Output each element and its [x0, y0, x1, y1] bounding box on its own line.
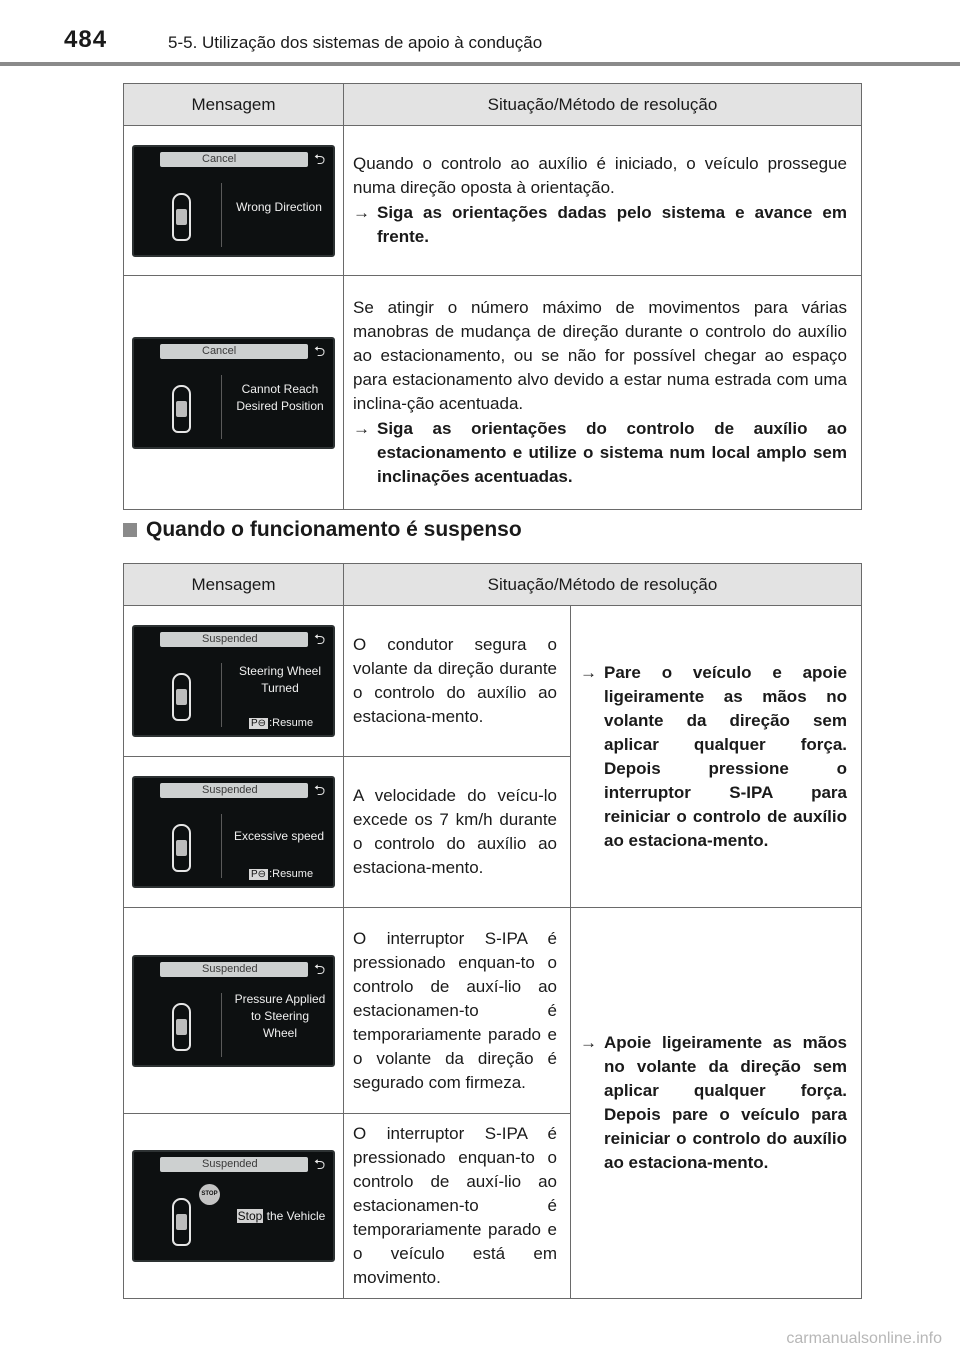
table-header-row [124, 564, 862, 606]
action-text: Pare o veículo e apoie ligeiramente as mãos no volante da direção sem aplicar qualquer força. Depois pressione o interruptor S-IPA para reiniciar o controlo de auxílio ao estaciona-mento. [604, 662, 847, 850]
condition-cell [344, 908, 571, 1114]
message-cell [124, 908, 344, 1114]
display-screenshot [132, 1150, 335, 1262]
resume-text: :Resume [269, 868, 314, 880]
back-arrow-icon: ⮌ [314, 342, 326, 359]
table-row [124, 126, 862, 276]
back-arrow-icon: ⮌ [314, 782, 326, 798]
screen-status-bar: Suspended [160, 632, 308, 647]
display-screenshot [132, 776, 335, 888]
condition-text: O condutor segura o volante da direção durante o controlo do auxílio ao estaciona-mento. [353, 635, 557, 726]
back-arrow-icon: ⮌ [314, 150, 326, 167]
screen-message: Wrong Direction [236, 199, 322, 214]
column-header-message: Mensagem [124, 564, 344, 606]
square-bullet-icon [123, 523, 137, 537]
action-item [572, 661, 860, 853]
section-heading [123, 518, 522, 542]
action-text: Siga as orientações do controlo de auxílio ao estacionamento e utilize o sistema num local amplo sem inclinações acentuadas. [377, 419, 847, 486]
car-icon [172, 824, 191, 872]
screen-divider [221, 663, 222, 727]
action-text: Siga as orientações dadas pelo sistema e avance em frente. [377, 203, 847, 246]
table-row [124, 276, 862, 510]
screen-status-bar: Cancel [160, 152, 308, 167]
back-arrow-icon: ⮌ [314, 1156, 326, 1172]
resume-hint [249, 868, 313, 880]
condition-cell [344, 757, 571, 908]
stop-sign-icon: STOP [199, 1184, 220, 1205]
parking-switch-icon: P⊖ [251, 869, 267, 880]
condition-text: A velocidade do veícu-lo excede os 7 km/h durante o controlo do auxílio ao estaciona-mento. [353, 786, 557, 877]
solution-cell [344, 276, 862, 510]
car-icon [172, 673, 191, 721]
message-cell [124, 606, 344, 757]
screen-divider [221, 814, 222, 878]
car-icon [172, 1198, 191, 1246]
action-cell [571, 908, 862, 1299]
action-item [572, 1031, 860, 1175]
arrow-icon: → [353, 419, 370, 438]
screen-message: Excessive speed [233, 829, 325, 843]
arrow-icon: → [580, 1033, 597, 1052]
section-title: 5-5. Utilização dos sistemas de apoio à condução [168, 33, 543, 52]
message-cell [124, 1114, 344, 1299]
parking-switch-icon: P⊖ [251, 718, 267, 729]
situation-text: Se atingir o número máximo de movimentos para várias manobras de mudança de direção durante o controlo do auxílio ao estacionamento, ou se não for possível chegar ao espaço para estacionamento alvo devido a estar numa estrada com uma inclina-ção acentuada. [353, 298, 847, 413]
condition-cell [344, 1114, 571, 1299]
table-row [124, 606, 862, 757]
display-screenshot [132, 337, 335, 449]
page-number: 484 [64, 26, 108, 53]
header-divider [0, 62, 960, 66]
table-header-row [124, 84, 862, 126]
watermark: carmanualsonline.info [786, 1330, 942, 1347]
car-icon [172, 193, 191, 241]
page-header [0, 0, 960, 62]
display-screenshot [132, 625, 335, 737]
screen-status-bar: Suspended [160, 1157, 308, 1172]
action-item [353, 201, 847, 249]
display-screenshot [132, 145, 335, 257]
screen-message: Cannot Reach Desired Position [236, 381, 324, 413]
car-icon [172, 385, 191, 433]
screen-message: Steering Wheel Turned [238, 664, 322, 695]
stop-word: Stop [237, 1209, 263, 1223]
resume-text: :Resume [269, 717, 314, 729]
screen-status-bar: Suspended [160, 962, 308, 977]
screen-status-bar: Cancel [160, 344, 308, 359]
back-arrow-icon: ⮌ [314, 960, 326, 977]
column-header-solution: Situação/Método de resolução [344, 564, 862, 606]
table-row [124, 908, 862, 1114]
screen-divider [221, 375, 222, 439]
arrow-icon: → [580, 662, 597, 682]
message-cell [124, 757, 344, 908]
car-icon [172, 1003, 191, 1051]
action-item [353, 417, 847, 489]
screen-message: Pressure Applied to Steering Wheel [234, 991, 326, 1040]
situation-text: Quando o controlo ao auxílio é iniciado, o veículo prossegue numa direção oposta à orientação. [353, 154, 847, 197]
screen-message [226, 1208, 335, 1225]
resume-hint [249, 717, 313, 729]
condition-text: O interruptor S-IPA é pressionado enquan-to o controlo de auxí-lio ao estacionamen-to é temporariamente parado e o veículo está em movimento. [353, 1124, 557, 1287]
action-text: Apoie ligeiramente as mãos no volante da direção sem aplicar qualquer força. Depois pare o veículo para reiniciar o controlo do auxílio ao estaciona-mento. [604, 1033, 847, 1172]
back-arrow-icon: ⮌ [314, 631, 326, 647]
message-cell [124, 126, 344, 276]
condition-text: O interruptor S-IPA é pressionado enquan-to o controlo de auxí-lio ao estacionamen-to é temporariamente parado e o volante da direção é segurado com firmeza. [353, 928, 557, 1092]
arrow-icon: → [353, 203, 370, 222]
section-heading-text: Quando o funcionamento é suspenso [146, 518, 522, 541]
display-screenshot [132, 955, 335, 1067]
screen-status-bar: Suspended [160, 783, 308, 798]
column-header-message: Mensagem [124, 84, 344, 126]
message-table-suspended [123, 563, 862, 1299]
column-header-solution: Situação/Método de resolução [344, 84, 862, 126]
screen-divider [221, 993, 222, 1057]
action-cell [571, 606, 862, 908]
message-cell [124, 276, 344, 510]
condition-cell [344, 606, 571, 757]
screen-message-rest: the Vehicle [263, 1209, 326, 1223]
solution-cell [344, 126, 862, 276]
message-table-cancel [123, 83, 862, 510]
